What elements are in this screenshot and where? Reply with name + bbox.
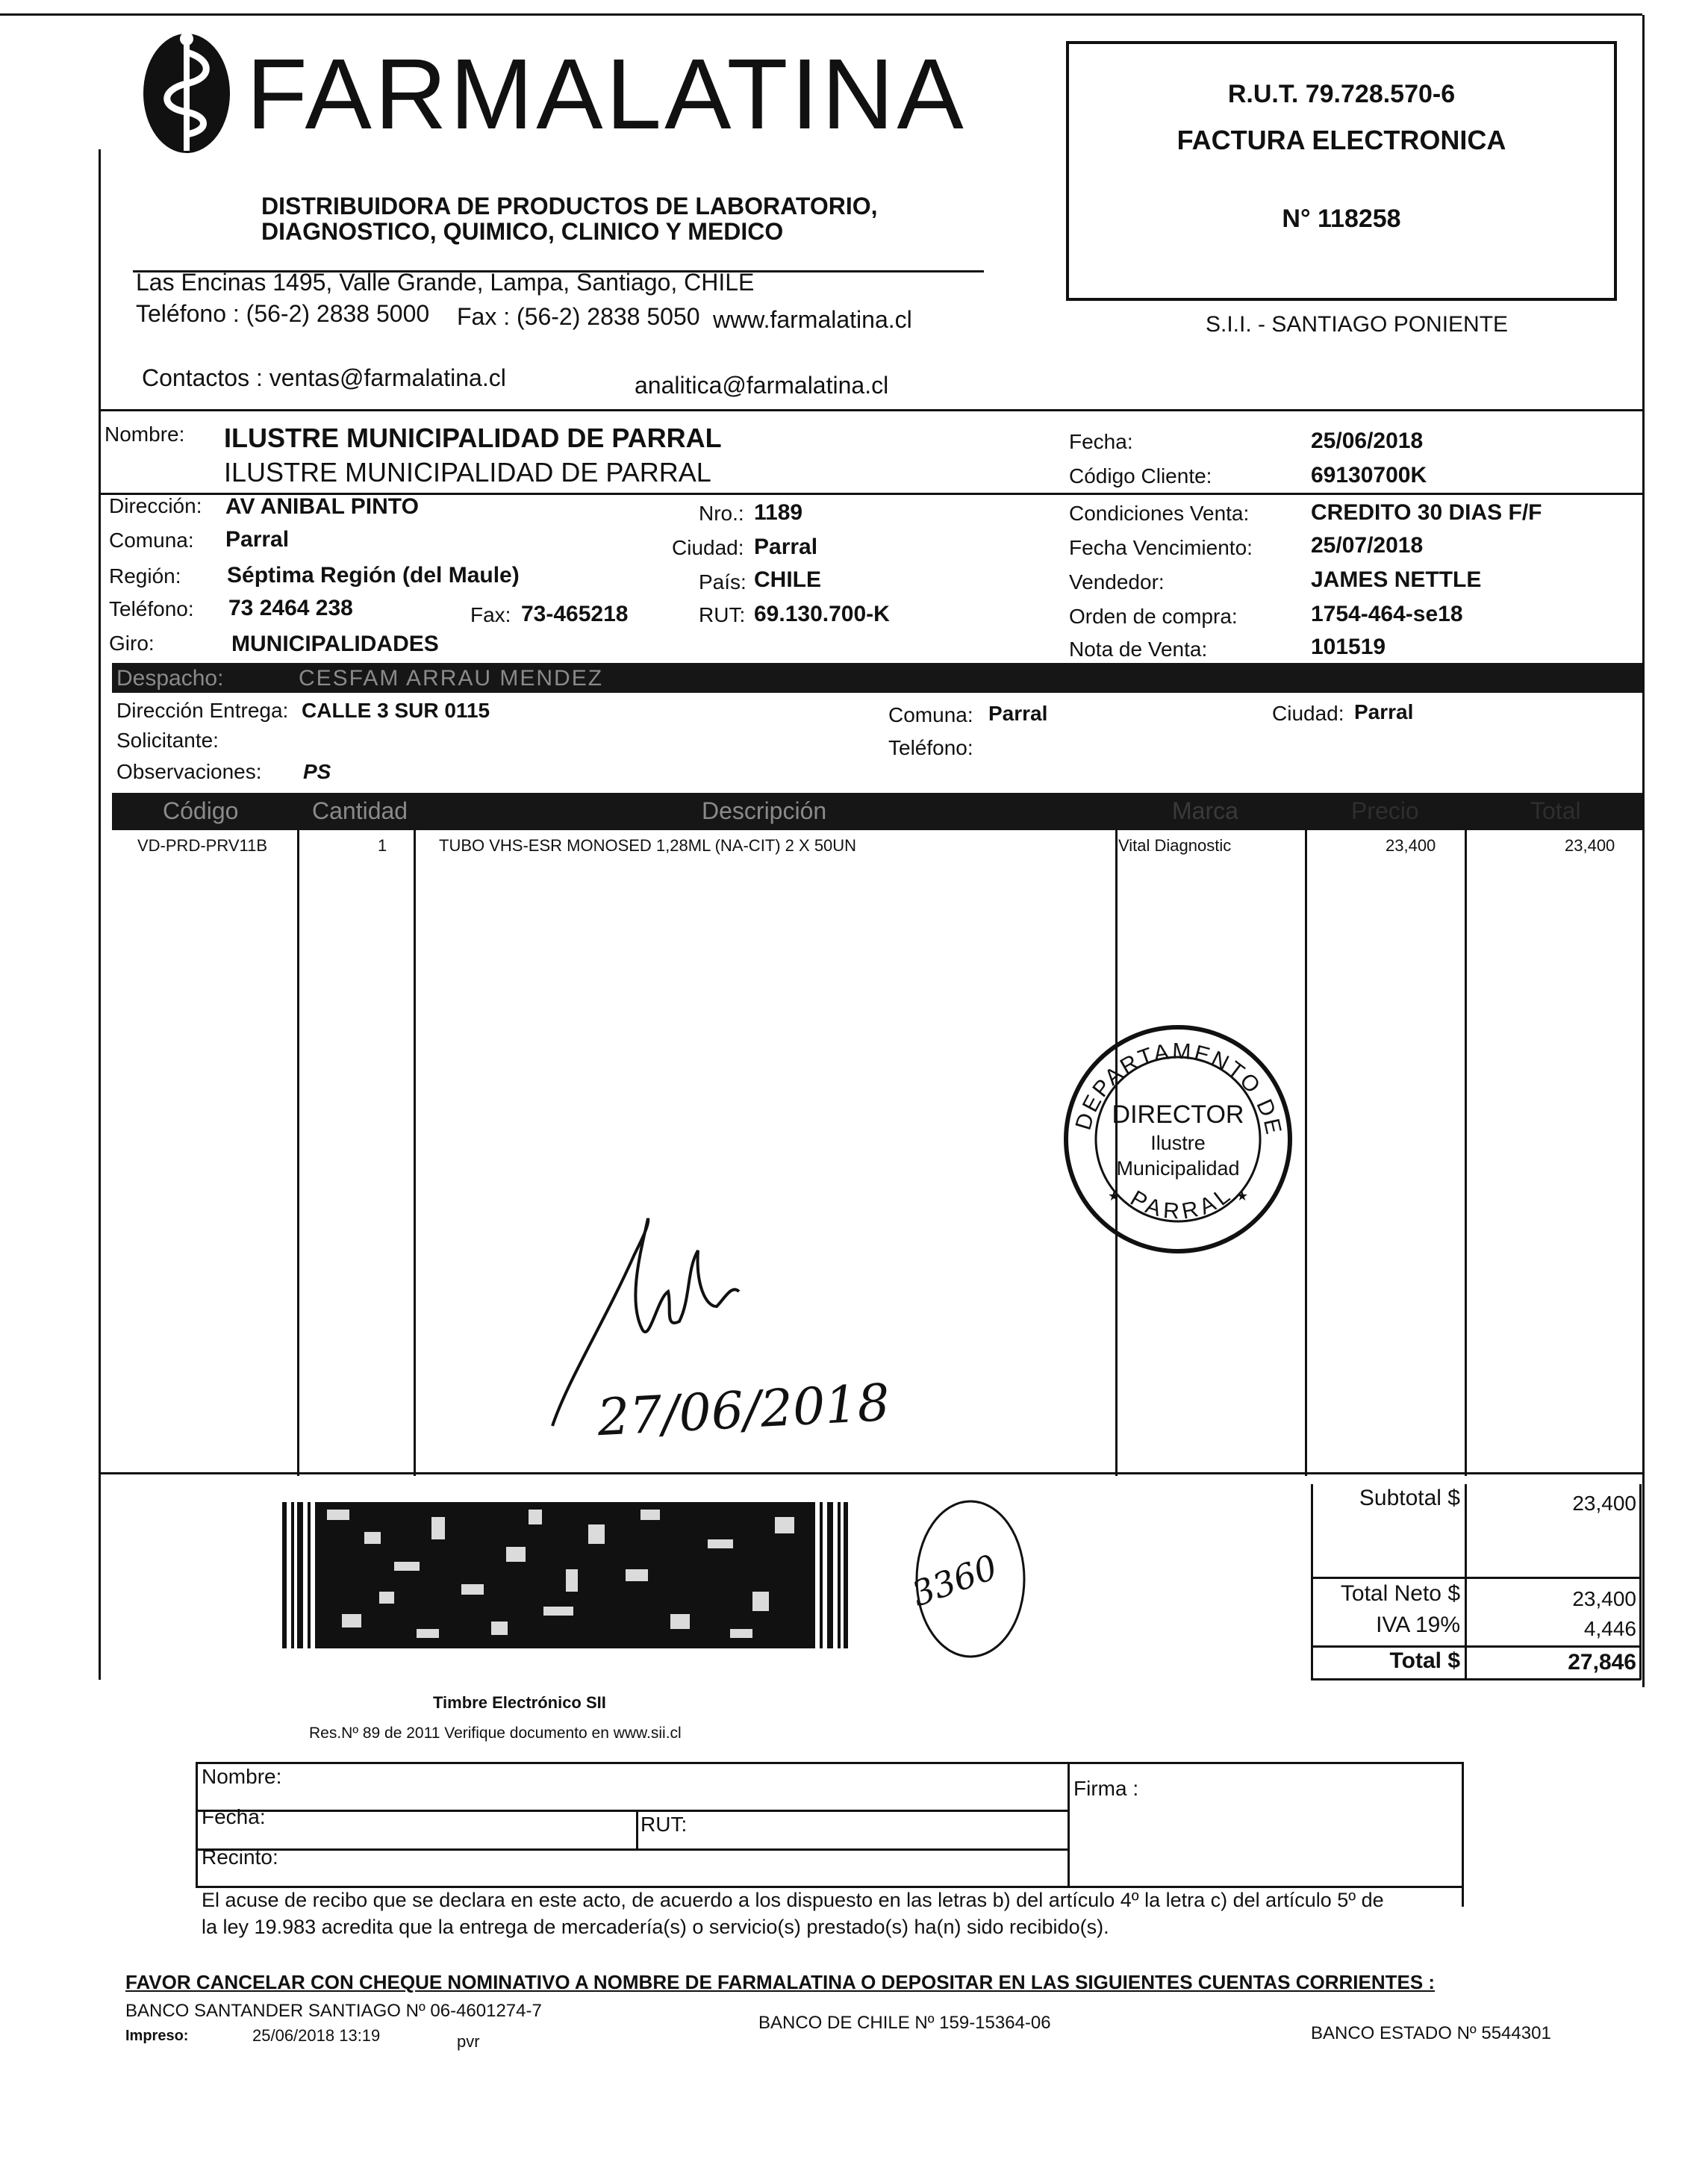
client-nombre: ILUSTRE MUNICIPALIDAD DE PARRAL (224, 423, 722, 453)
invoice-sii: S.I.I. - SANTIAGO PONIENTE (1206, 312, 1509, 337)
company-phone: Teléfono : (56-2) 2838 5000 (136, 300, 430, 327)
despacho-bar (112, 663, 1642, 693)
client-giro-label: Giro: (109, 632, 155, 655)
row-total: 23,400 (1565, 836, 1615, 855)
client-vencimiento-label: Fecha Vencimiento: (1069, 536, 1253, 559)
client-nombre-label: Nombre: (105, 423, 185, 446)
row-cantidad: 1 (378, 836, 387, 855)
barcode-icon (282, 1502, 850, 1648)
receipt-fecha-label: Fecha: (202, 1805, 266, 1828)
receipt-legal-1: El acuse de recibo que se declara en este acto, de acuerdo a los dispuesto en las letras b) del artículo 4º la letra c) del artículo 5º de (202, 1889, 1384, 1911)
client-ciudad: Parral (754, 535, 818, 559)
client-pais-label: País: (699, 570, 747, 594)
svg-text:★: ★ (1108, 1189, 1121, 1203)
client-orden-label: Orden de compra: (1069, 605, 1238, 628)
company-web: www.farmalatina.cl (713, 306, 912, 333)
client-orden: 1754-464-se18 (1311, 602, 1463, 626)
client-codigo-label: Código Cliente: (1069, 464, 1212, 488)
receipt-legal-2: la ley 19.983 acredita que la entrega de mercadería(s) o servicio(s) prestado(s) ha(n) sido recibido(s). (202, 1916, 1109, 1938)
row-marca: Vital Diagnostic (1118, 836, 1232, 855)
client-nro: 1189 (754, 500, 803, 525)
footer-bank-2: BANCO DE CHILE Nº 159-15364-06 (758, 2013, 1051, 2033)
circled-note: 3360 (906, 1546, 1003, 1615)
client-telefono-label: Teléfono: (109, 597, 194, 620)
subtotal-label: Subtotal $ (1359, 1486, 1460, 1510)
header-total: Total (1530, 797, 1581, 824)
footer-user: pvr (457, 2032, 480, 2051)
stamp-line-3: Municipalidad (1116, 1157, 1240, 1180)
client-comuna-label: Comuna: (109, 529, 194, 552)
client-comuna: Parral (225, 527, 290, 552)
footer-impreso-label: Impreso: (125, 2028, 189, 2044)
client-region-label: Región: (109, 564, 181, 588)
client-nota: 101519 (1311, 635, 1386, 659)
handwritten-date: 27/06/2018 (596, 1373, 891, 1448)
client-fax: 73-465218 (521, 602, 629, 626)
row-descripcion: TUBO VHS-ESR MONOSED 1,28ML (NA-CIT) 2 X 50UN (439, 836, 857, 855)
stamp-line-2: Ilustre (1150, 1132, 1206, 1154)
receipt-rut-label: RUT: (640, 1813, 688, 1836)
receipt-firma-label: Firma : (1073, 1777, 1139, 1800)
delivery-comuna-label: Comuna: (888, 703, 973, 726)
client-pais: CHILE (754, 567, 821, 592)
total-value: 27,846 (1568, 1650, 1636, 1675)
header-codigo: Código (163, 797, 239, 824)
company-address: Las Encinas 1495, Valle Grande, Lampa, Santiago, CHILE (136, 269, 755, 296)
stamp-ring-bottom: PARRAL (1126, 1180, 1238, 1224)
client-vendedor-label: Vendedor: (1069, 570, 1165, 594)
delivery-ciudad: Parral (1354, 700, 1414, 723)
client-ciudad-label: Ciudad: (672, 536, 744, 559)
receipt-nombre-label: Nombre: (202, 1765, 282, 1788)
company-contacts: Contactos : ventas@farmalatina.cl (142, 364, 506, 391)
client-vendedor: JAMES NETTLE (1311, 567, 1482, 592)
footer-impreso: 25/06/2018 13:19 (252, 2026, 381, 2045)
header-cantidad: Cantidad (312, 797, 408, 824)
client-rut-label: RUT: (699, 603, 746, 626)
client-codigo: 69130700K (1311, 463, 1427, 488)
row-precio: 23,400 (1386, 836, 1436, 855)
header-marca: Marca (1172, 797, 1238, 824)
header-precio: Precio (1351, 797, 1419, 824)
client-fecha-label: Fecha: (1069, 430, 1133, 453)
footer-bank-3: BANCO ESTADO Nº 5544301 (1311, 2023, 1551, 2043)
delivery-solicitante-label: Solicitante: (116, 729, 219, 752)
client-rut: 69.130.700-K (754, 602, 890, 626)
delivery-comuna: Parral (988, 702, 1048, 725)
client-fecha: 25/06/2018 (1311, 429, 1424, 453)
company-tagline-1: DISTRIBUIDORA DE PRODUCTOS DE LABORATORIO, (261, 193, 878, 219)
client-condiciones-label: Condiciones Venta: (1069, 502, 1250, 525)
iva-label: IVA 19% (1376, 1613, 1460, 1637)
director-stamp (1059, 1021, 1297, 1257)
client-condiciones: CREDITO 30 DIAS F/F (1311, 500, 1542, 525)
neto-label: Total Neto $ (1340, 1581, 1460, 1606)
delivery-direccion-label: Dirección Entrega: (116, 699, 289, 722)
company-contact-2: analitica@farmalatina.cl (635, 372, 889, 399)
client-nota-label: Nota de Venta: (1069, 638, 1208, 661)
invoice-box (1066, 41, 1617, 301)
svg-text:PARRAL (1126, 1181, 1238, 1224)
client-region: Séptima Región (del Maule) (227, 563, 520, 588)
despacho-label: Despacho: (116, 666, 224, 691)
company-tagline-2: DIAGNOSTICO, QUIMICO, CLINICO Y MEDICO (261, 218, 784, 245)
delivery-observaciones-label: Observaciones: (116, 760, 262, 783)
svg-text:★: ★ (1236, 1189, 1249, 1203)
subtotal-value: 23,400 (1572, 1492, 1636, 1515)
receipt-recinto-label: Recinto: (202, 1845, 278, 1869)
client-giro: MUNICIPALIDADES (231, 632, 439, 656)
client-nombre-2: ILUSTRE MUNICIPALIDAD DE PARRAL (224, 457, 711, 488)
invoice-rut: R.U.T. 79.728.570-6 (1227, 80, 1456, 108)
client-vencimiento: 25/07/2018 (1311, 533, 1424, 558)
client-direccion-label: Dirección: (109, 494, 202, 517)
footer-bank-1: BANCO SANTANDER SANTIAGO Nº 06-4601274-7 (125, 2001, 542, 2021)
invoice-number: N° 118258 (1282, 205, 1401, 233)
stamp-line-1: DIRECTOR (1112, 1100, 1244, 1129)
footer-notice: FAVOR CANCELAR CON CHEQUE NOMINATIVO A NOMBRE DE FARMALATINA O DEPOSITAR EN LAS SIGUIENTES CUENTAS CORRIENTES : (125, 1971, 1436, 1993)
total-label: Total $ (1389, 1648, 1460, 1673)
delivery-telefono-label: Teléfono: (888, 736, 973, 759)
delivery-ciudad-label: Ciudad: (1272, 702, 1344, 725)
stamp-ring-top: DEPARTAMENTO DE (1070, 1038, 1287, 1138)
despacho-value: CESFAM ARRAU MENDEZ (299, 666, 604, 691)
row-codigo: VD-PRD-PRV11B (137, 836, 268, 855)
neto-value: 23,400 (1572, 1587, 1636, 1610)
header-descripcion: Descripción (702, 797, 827, 824)
delivery-direccion: CALLE 3 SUR 0115 (302, 699, 490, 722)
items-header (112, 793, 1642, 830)
iva-value: 4,446 (1583, 1617, 1636, 1640)
delivery-observaciones: PS (303, 760, 331, 783)
timbre-res: Res.Nº 89 de 2011 Verifique documento en www.sii.cl (309, 1725, 682, 1742)
client-telefono: 73 2464 238 (228, 596, 353, 620)
caduceus-icon (142, 22, 239, 164)
client-direccion: AV ANIBAL PINTO (225, 494, 419, 519)
timbre-title: Timbre Electrónico SII (433, 1693, 606, 1712)
company-fax: Fax : (56-2) 2838 5050 (457, 303, 700, 330)
company-name: FARMALATINA (246, 39, 967, 150)
client-nro-label: Nro.: (699, 502, 744, 525)
invoice-title: FACTURA ELECTRONICA (1176, 125, 1506, 155)
client-fax-label: Fax: (470, 603, 511, 626)
